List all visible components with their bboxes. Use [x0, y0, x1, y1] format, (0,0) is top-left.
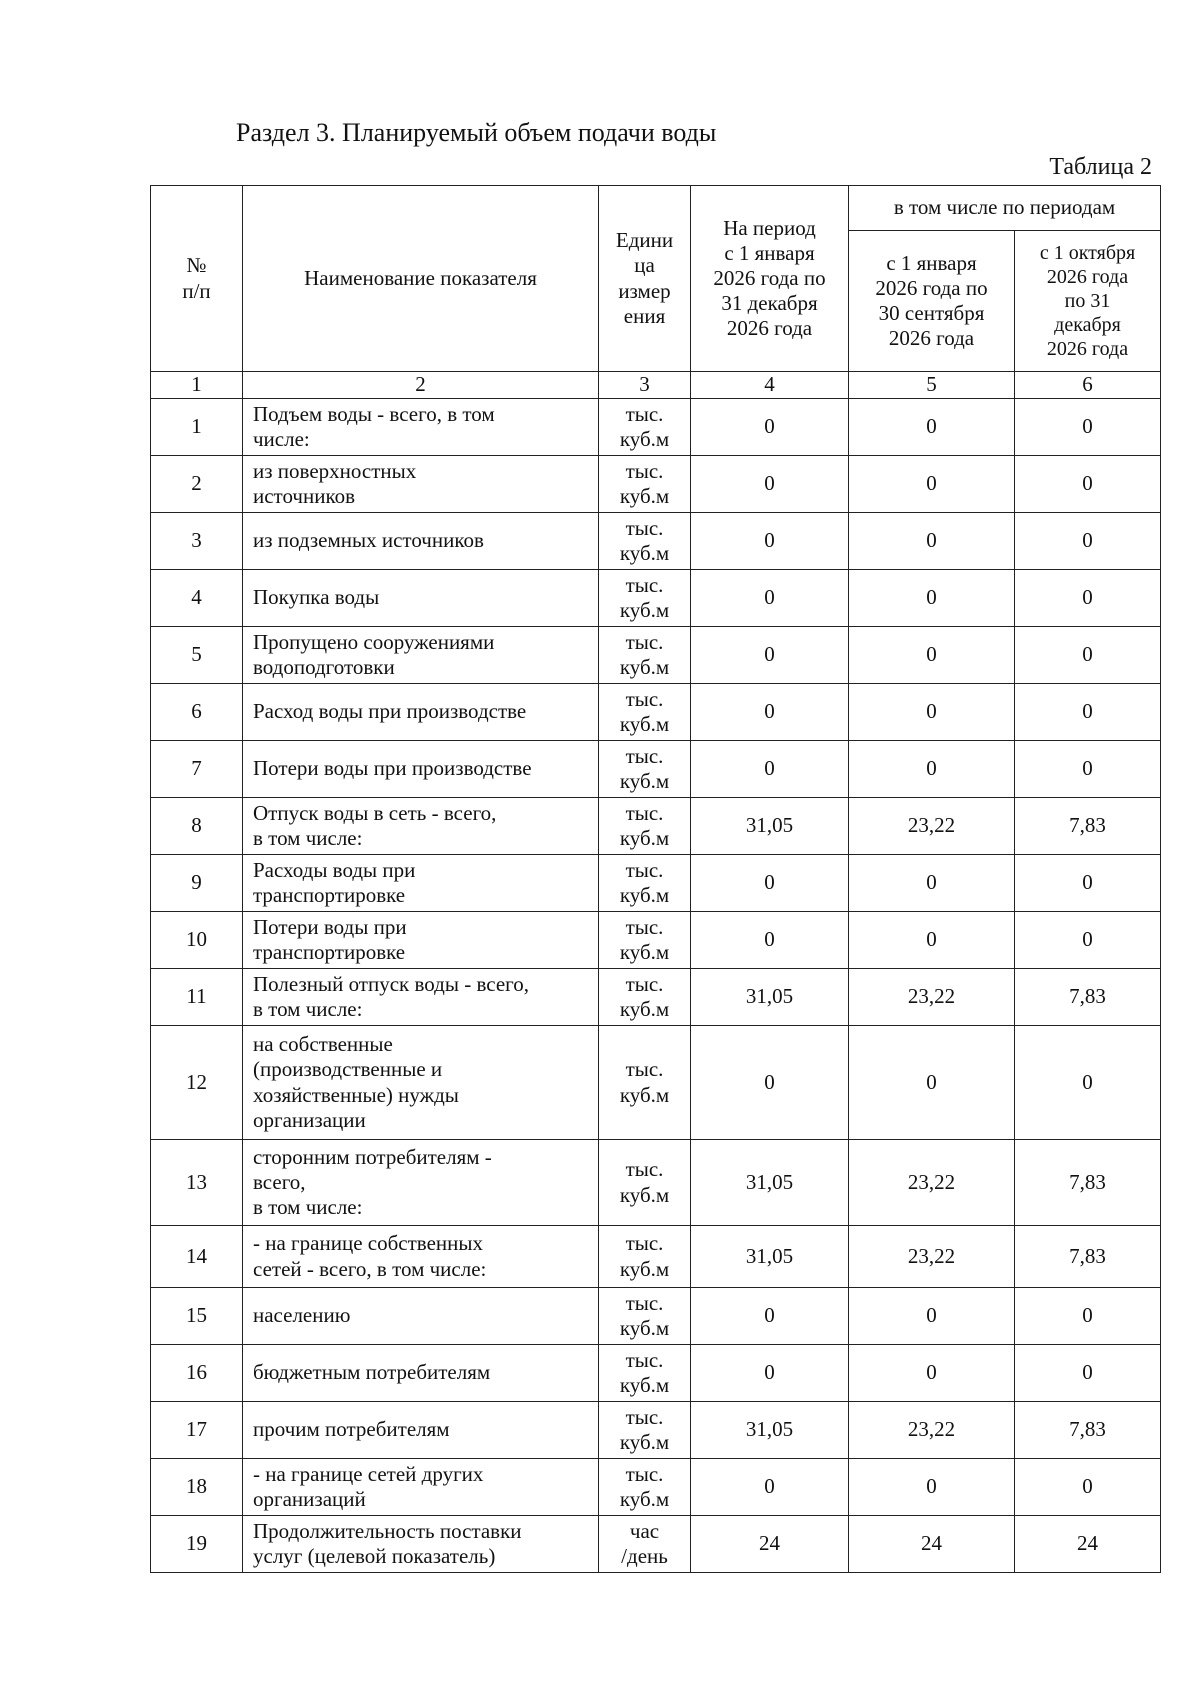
- row-num-cell: 17: [151, 1402, 243, 1459]
- row-num-cell: 2: [151, 456, 243, 513]
- row-value-year-cell: 31,05: [691, 969, 849, 1026]
- row-name-cell: - на границе сетей других организаций: [243, 1459, 599, 1516]
- table-row: [151, 399, 1161, 456]
- row-num-cell: 12: [151, 1026, 243, 1140]
- row-value-q1-q3-cell: 0: [849, 627, 1015, 684]
- row-name-cell: Продолжительность поставки услуг (целевой показатель): [243, 1516, 599, 1573]
- row-name-cell: Расходы воды при транспортировке: [243, 855, 599, 912]
- table-row: [151, 1459, 1161, 1516]
- row-unit-cell: тыс. куб.м: [599, 1140, 691, 1226]
- row-num-cell: 14: [151, 1226, 243, 1288]
- row-num-cell: 6: [151, 684, 243, 741]
- row-unit-cell: тыс. куб.м: [599, 1402, 691, 1459]
- table-row: [151, 912, 1161, 969]
- row-unit-cell: час /день: [599, 1516, 691, 1573]
- row-value-q1-q3-cell: 23,22: [849, 1226, 1015, 1288]
- row-value-q4-cell: 7,83: [1015, 1402, 1161, 1459]
- row-unit-cell: тыс. куб.м: [599, 1026, 691, 1140]
- row-value-q4-cell: 7,83: [1015, 798, 1161, 855]
- row-value-q1-q3-cell: 24: [849, 1516, 1015, 1573]
- row-num-cell: 18: [151, 1459, 243, 1516]
- table-row: [151, 513, 1161, 570]
- row-num-cell: 11: [151, 969, 243, 1026]
- row-unit-cell: тыс. куб.м: [599, 912, 691, 969]
- row-value-year-cell: 0: [691, 456, 849, 513]
- row-name-cell: - на границе собственных сетей - всего, в том числе:: [243, 1226, 599, 1288]
- row-value-q4-cell: 0: [1015, 1026, 1161, 1140]
- table-row: [151, 1226, 1161, 1288]
- row-value-year-cell: 0: [691, 912, 849, 969]
- row-name-cell: на собственные (производственные и хозяйственные) нужды организации: [243, 1026, 599, 1140]
- row-value-q1-q3-cell: 0: [849, 1345, 1015, 1402]
- row-name-cell: из поверхностных источников: [243, 456, 599, 513]
- row-value-q1-q3-cell: 0: [849, 912, 1015, 969]
- row-value-q1-q3-cell: 23,22: [849, 1140, 1015, 1226]
- row-value-q1-q3-cell: 0: [849, 684, 1015, 741]
- table-row: [151, 684, 1161, 741]
- row-unit-cell: тыс. куб.м: [599, 570, 691, 627]
- row-value-q4-cell: 0: [1015, 1459, 1161, 1516]
- header-subperiods: в том числе по периодам: [849, 186, 1161, 231]
- row-value-year-cell: 0: [691, 1459, 849, 1516]
- row-value-q4-cell: 7,83: [1015, 1226, 1161, 1288]
- row-value-year-cell: 0: [691, 741, 849, 798]
- row-value-q1-q3-cell: 23,22: [849, 969, 1015, 1026]
- row-name-cell: Потери воды при производстве: [243, 741, 599, 798]
- row-value-q1-q3-cell: 0: [849, 1459, 1015, 1516]
- row-unit-cell: тыс. куб.м: [599, 1226, 691, 1288]
- row-num-cell: 16: [151, 1345, 243, 1402]
- row-name-cell: Полезный отпуск воды - всего, в том числе:: [243, 969, 599, 1026]
- row-value-year-cell: 0: [691, 1026, 849, 1140]
- row-name-cell: Расход воды при производстве: [243, 684, 599, 741]
- row-num-cell: 8: [151, 798, 243, 855]
- table-row: [151, 570, 1161, 627]
- column-numbers-row: [151, 372, 1161, 399]
- header-sub1: с 1 января 2026 года по 30 сентября 2026 года: [849, 231, 1015, 372]
- row-value-q1-q3-cell: 0: [849, 1288, 1015, 1345]
- row-num-cell: 9: [151, 855, 243, 912]
- table-row: [151, 969, 1161, 1026]
- row-value-year-cell: 0: [691, 627, 849, 684]
- table-row: [151, 1516, 1161, 1573]
- row-value-year-cell: 31,05: [691, 1226, 849, 1288]
- column-number: 1: [151, 372, 243, 399]
- row-value-q4-cell: 0: [1015, 513, 1161, 570]
- row-value-q4-cell: 7,83: [1015, 969, 1161, 1026]
- column-number: 5: [849, 372, 1015, 399]
- row-unit-cell: тыс. куб.м: [599, 741, 691, 798]
- row-unit-cell: тыс. куб.м: [599, 1288, 691, 1345]
- row-unit-cell: тыс. куб.м: [599, 627, 691, 684]
- row-value-q4-cell: 0: [1015, 684, 1161, 741]
- row-value-q1-q3-cell: 0: [849, 855, 1015, 912]
- table-row: [151, 1345, 1161, 1402]
- row-value-q1-q3-cell: 0: [849, 1026, 1015, 1140]
- row-unit-cell: тыс. куб.м: [599, 399, 691, 456]
- column-number: 6: [1015, 372, 1161, 399]
- row-value-year-cell: 31,05: [691, 798, 849, 855]
- row-value-q1-q3-cell: 0: [849, 741, 1015, 798]
- row-num-cell: 4: [151, 570, 243, 627]
- section-title: Раздел 3. Планируемый объем подачи воды: [236, 118, 717, 147]
- row-value-year-cell: 24: [691, 1516, 849, 1573]
- row-value-year-cell: 31,05: [691, 1140, 849, 1226]
- header-name: Наименование показателя: [243, 186, 599, 372]
- row-unit-cell: тыс. куб.м: [599, 1459, 691, 1516]
- column-number: 2: [243, 372, 599, 399]
- row-value-q4-cell: 0: [1015, 570, 1161, 627]
- row-name-cell: населению: [243, 1288, 599, 1345]
- row-value-q4-cell: 0: [1015, 627, 1161, 684]
- row-num-cell: 3: [151, 513, 243, 570]
- row-value-q4-cell: 0: [1015, 399, 1161, 456]
- table-row: [151, 741, 1161, 798]
- row-num-cell: 10: [151, 912, 243, 969]
- row-unit-cell: тыс. куб.м: [599, 798, 691, 855]
- table-row: [151, 1026, 1161, 1140]
- column-number: 3: [599, 372, 691, 399]
- row-value-q4-cell: 0: [1015, 1288, 1161, 1345]
- table-row: [151, 1140, 1161, 1226]
- row-value-q4-cell: 0: [1015, 855, 1161, 912]
- row-name-cell: Отпуск воды в сеть - всего, в том числе:: [243, 798, 599, 855]
- header-num: № п/п: [151, 186, 243, 372]
- table-label: Таблица 2: [1049, 154, 1152, 180]
- row-num-cell: 7: [151, 741, 243, 798]
- row-value-q1-q3-cell: 0: [849, 513, 1015, 570]
- row-name-cell: Подъем воды - всего, в том числе:: [243, 399, 599, 456]
- row-value-year-cell: 0: [691, 570, 849, 627]
- row-value-q1-q3-cell: 23,22: [849, 798, 1015, 855]
- row-value-year-cell: 0: [691, 1345, 849, 1402]
- row-value-year-cell: 0: [691, 855, 849, 912]
- column-number: 4: [691, 372, 849, 399]
- row-value-q4-cell: 0: [1015, 912, 1161, 969]
- row-value-year-cell: 0: [691, 399, 849, 456]
- header-unit: Едини ца измер ения: [599, 186, 691, 372]
- row-name-cell: Пропущено сооружениями водоподготовки: [243, 627, 599, 684]
- row-value-q4-cell: 0: [1015, 741, 1161, 798]
- row-unit-cell: тыс. куб.м: [599, 1345, 691, 1402]
- row-value-q1-q3-cell: 0: [849, 570, 1015, 627]
- row-value-q4-cell: 24: [1015, 1516, 1161, 1573]
- row-value-year-cell: 0: [691, 513, 849, 570]
- row-unit-cell: тыс. куб.м: [599, 684, 691, 741]
- table-row: [151, 798, 1161, 855]
- table-row: [151, 1288, 1161, 1345]
- row-num-cell: 19: [151, 1516, 243, 1573]
- row-num-cell: 13: [151, 1140, 243, 1226]
- row-value-year-cell: 0: [691, 684, 849, 741]
- header-sub2: с 1 октября 2026 года по 31 декабря 2026 года: [1015, 231, 1161, 372]
- row-name-cell: Покупка воды: [243, 570, 599, 627]
- row-value-q1-q3-cell: 23,22: [849, 1402, 1015, 1459]
- row-unit-cell: тыс. куб.м: [599, 456, 691, 513]
- row-value-year-cell: 31,05: [691, 1402, 849, 1459]
- row-name-cell: бюджетным потребителям: [243, 1345, 599, 1402]
- row-value-q1-q3-cell: 0: [849, 399, 1015, 456]
- row-value-q4-cell: 7,83: [1015, 1140, 1161, 1226]
- table-row: [151, 1402, 1161, 1459]
- row-unit-cell: тыс. куб.м: [599, 855, 691, 912]
- row-value-year-cell: 0: [691, 1288, 849, 1345]
- table-row: [151, 855, 1161, 912]
- table-row: [151, 456, 1161, 513]
- row-unit-cell: тыс. куб.м: [599, 969, 691, 1026]
- row-num-cell: 1: [151, 399, 243, 456]
- row-value-q4-cell: 0: [1015, 1345, 1161, 1402]
- row-name-cell: сторонним потребителям - всего, в том числе:: [243, 1140, 599, 1226]
- row-num-cell: 5: [151, 627, 243, 684]
- header-period: На период с 1 января 2026 года по 31 декабря 2026 года: [691, 186, 849, 372]
- row-value-q1-q3-cell: 0: [849, 456, 1015, 513]
- row-name-cell: прочим потребителям: [243, 1402, 599, 1459]
- row-name-cell: Потери воды при транспортировке: [243, 912, 599, 969]
- row-unit-cell: тыс. куб.м: [599, 513, 691, 570]
- row-value-q4-cell: 0: [1015, 456, 1161, 513]
- table-body: [151, 399, 1161, 1573]
- row-num-cell: 15: [151, 1288, 243, 1345]
- table-row: [151, 627, 1161, 684]
- row-name-cell: из подземных источников: [243, 513, 599, 570]
- water-supply-table: [150, 185, 1161, 1573]
